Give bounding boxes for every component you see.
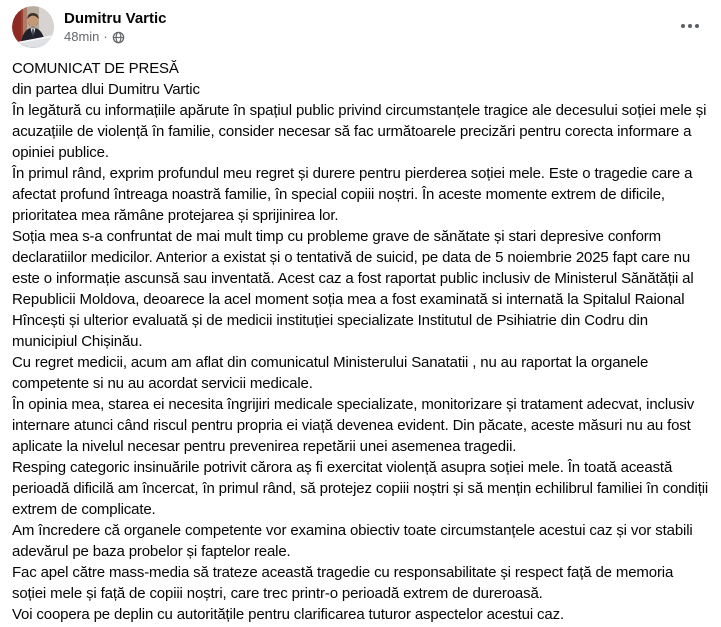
avatar[interactable]	[12, 6, 54, 48]
post-paragraph: COMUNICAT DE PRESĂ	[12, 60, 179, 77]
ellipsis-icon	[681, 24, 685, 28]
post-timestamp[interactable]: 48min	[64, 29, 100, 44]
post-paragraph: din partea dlui Dumitru Vartic	[12, 81, 200, 98]
post-paragraph: În legătură cu informațiile apărute în spațiul public privind circumstanțele tragice ale decesului soției mele și acuzațiile de violență în familie, consider necesar să fac următoarele precizări pentru corecta informare a opiniei publice.	[12, 102, 707, 161]
header-info	[64, 6, 167, 45]
post-paragraph: Cu regret medicii, acum am aflat din comunicatul Ministerului Sanatatii , nu au raportat la organele competente si nu au acordat servicii medicale.	[12, 354, 649, 392]
post-meta	[64, 29, 167, 45]
post-paragraph: În opinia mea, starea ei necesita îngrijiri medicale specializate, monitorizare și tratament adecvat, inclusiv internare atunci când riscul pentru propria ei viață devenea evident. Din păcate, aceste măsuri nu au fost aplicate la nivelul necesar pentru prevenirea repetării unei asemenea tragedii.	[12, 396, 695, 455]
post-paragraph: Voi coopera pe deplin cu autoritățile pentru clarificarea tuturor aspectelor acestui caz.	[12, 606, 564, 623]
post-paragraph: Fac apel către mass-media să trateze această tragedie cu responsabilitate și respect față de memoria soției mele și față de copiii noștri, care trec printr-o perioadă extrem de dureroasă.	[12, 564, 674, 602]
post-paragraph: Am încredere că organele competente vor examina obiectiv toate circumstanțele acestui caz și vor stabili adevărul pe baza probelor și faptelor reale.	[12, 522, 693, 560]
post-header	[0, 0, 721, 48]
post-options-button[interactable]	[675, 18, 705, 34]
post-paragraph: Resping categoric insinuările potrivit cărora aș fi exercitat violență asupra soției mele. În toată această perioadă dificilă am încercat, în primul rând, să protejez copiii noștri și să mențin echilibrul familiei în condiții extrem de complicate.	[12, 459, 709, 518]
ellipsis-icon	[688, 24, 692, 28]
post-paragraph: Soția mea s-a confruntat de mai mult timp cu probleme grave de sănătate și stari depresive conform declaratiilor medicilor. Anterior a existat și o tentativă de suicid, pe data de 5 noiembrie 2025 fapt care nu este o informație ascunsă sau inventată. Acest caz a fost raportat public inclusiv de Ministerul Sănătății al Republicii Moldova, deoarece la acel moment soția mea a fost examinată si internată la Spitalul Raional Hîncești și ulterior evaluată și de medicii instituției specializate Institutul de Psihiatrie din Codru din municipiul Chișinău.	[12, 228, 694, 350]
globe-public-icon	[112, 31, 125, 44]
author-name[interactable]: Dumitru Vartic	[64, 10, 167, 27]
post-body	[0, 48, 721, 625]
post-paragraph: În primul rând, exprim profundul meu regret și durere pentru pierderea soției mele. Este o tragedie care a afectat profund întreaga noastră familie, în special copiii noștri. În aceste momente extrem de dificile, prioritatea mea rămâne protejarea și sprijinirea lor.	[12, 165, 693, 224]
avatar-image	[12, 6, 54, 48]
meta-separator: ·	[103, 29, 108, 44]
ellipsis-icon	[695, 24, 699, 28]
